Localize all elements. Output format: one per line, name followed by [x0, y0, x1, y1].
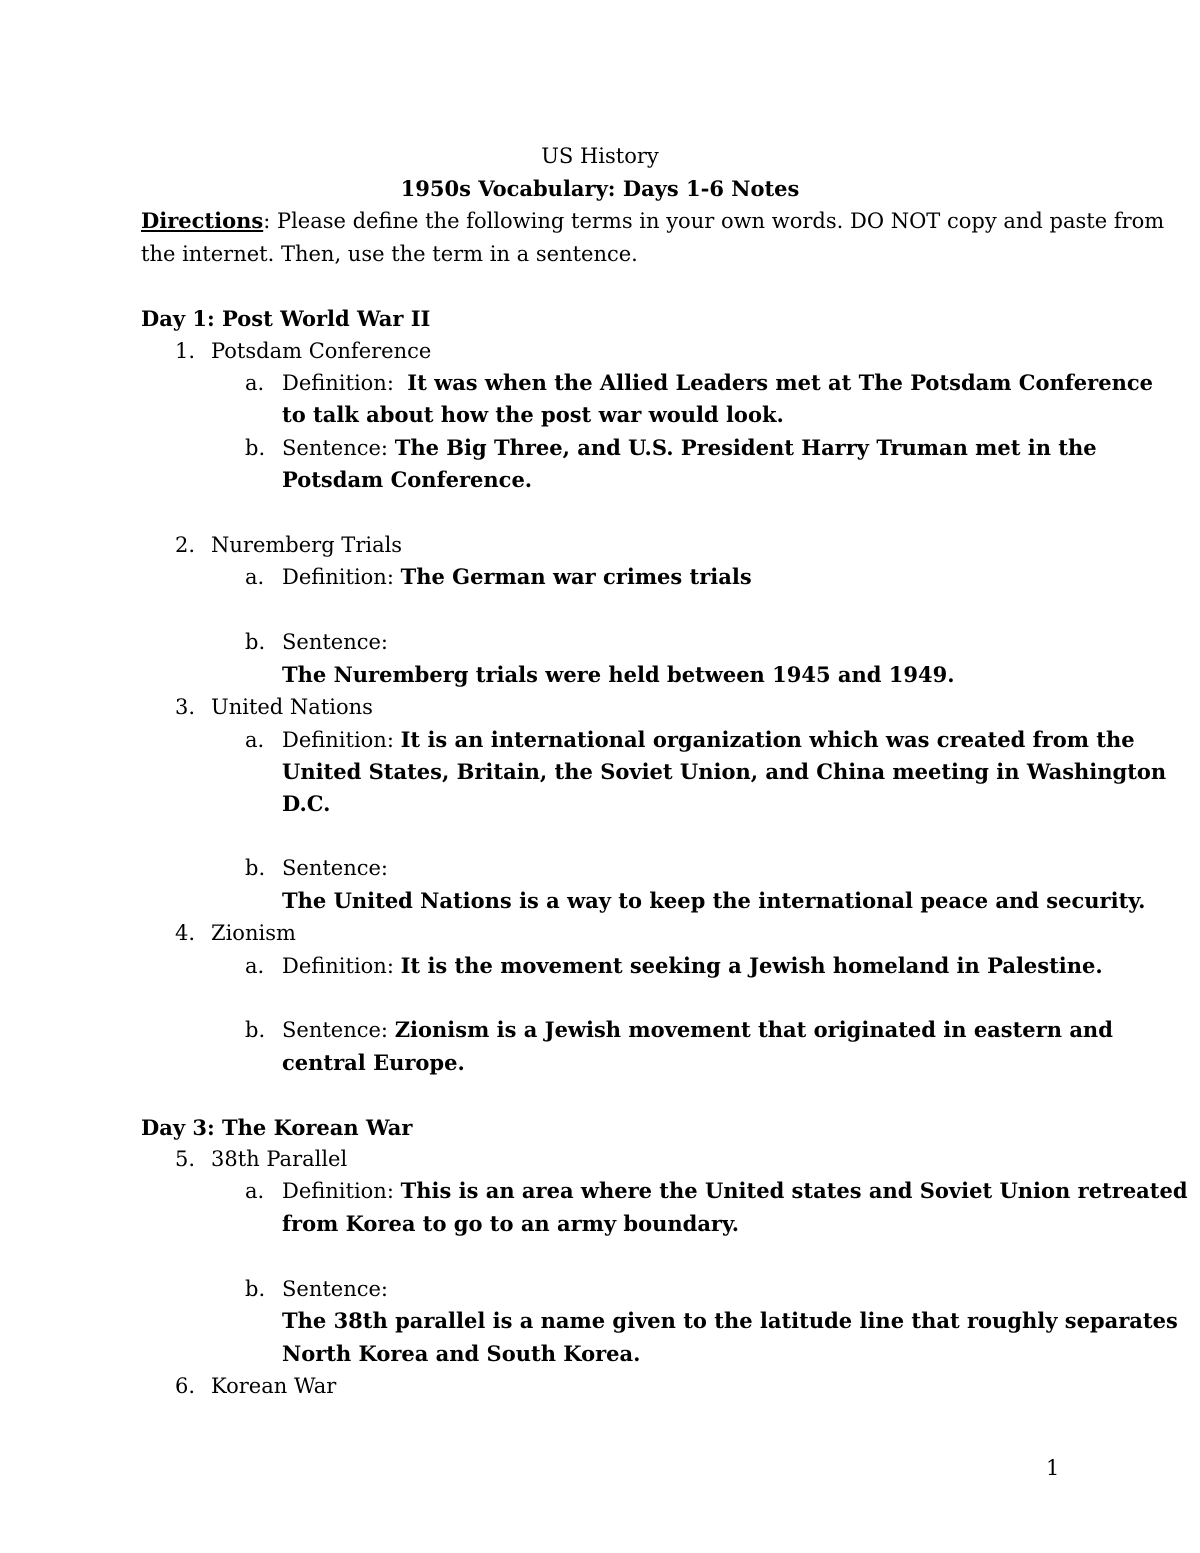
sub-marker: a.: [245, 565, 265, 589]
directions-line-2: the internet. Then, use the term in a sentence.: [141, 242, 638, 266]
section-heading: Day 3: The Korean War: [141, 1115, 413, 1140]
sentence-label: Sentence:: [282, 630, 388, 654]
sub-marker: b.: [245, 436, 266, 460]
sub-marker: b.: [245, 1018, 266, 1042]
definition-text: The German war crimes trials: [400, 564, 752, 589]
course-title: US History: [541, 144, 659, 168]
sentence-text: Zionism is a Jewish movement that originated in eastern and: [394, 1017, 1113, 1042]
sentence-text: The United Nations is a way to keep the international peace and security.: [282, 888, 1146, 913]
term-name: Korean War: [211, 1374, 337, 1398]
directions-text-1: : Please define the following terms in your own words. DO NOT copy and paste from: [263, 209, 1165, 233]
definition-text: It was when the Allied Leaders met at The Potsdam Conference: [407, 370, 1153, 395]
sentence-label: Sentence:: [282, 856, 388, 880]
sentence-label: Sentence:: [282, 1277, 388, 1301]
sentence-line: [282, 1016, 1113, 1044]
definition-label: Definition:: [282, 565, 394, 589]
term-name: 38th Parallel: [211, 1147, 348, 1171]
definition-label: Definition:: [282, 1179, 394, 1203]
sub-marker: a.: [245, 954, 265, 978]
sentence-text: North Korea and South Korea.: [282, 1341, 641, 1366]
page-number: 1: [1046, 1456, 1060, 1480]
term-number: 1.: [175, 339, 196, 363]
term-number: 5.: [175, 1147, 196, 1171]
sub-marker: a.: [245, 728, 265, 752]
definition-label: Definition:: [282, 954, 394, 978]
term-name: Potsdam Conference: [211, 339, 432, 363]
directions-label: Directions: [141, 208, 264, 233]
definition-text: It is the movement seeking a Jewish homeland in Palestine.: [400, 953, 1103, 978]
sub-marker: b.: [245, 1277, 266, 1301]
sentence-text: The Nuremberg trials were held between 1945 and 1949.: [282, 662, 955, 687]
definition-line: [282, 952, 1103, 980]
definition-text: United States, Britain, the Soviet Union, and China meeting in Washington: [282, 759, 1167, 784]
definition-line: [282, 369, 1153, 397]
definition-line: [282, 726, 1135, 754]
definition-text: D.C.: [282, 791, 331, 816]
definition-text: It is an international organization which was created from the: [400, 727, 1135, 752]
term-name: Nuremberg Trials: [211, 533, 403, 557]
document-title: 1950s Vocabulary: Days 1-6 Notes: [400, 176, 800, 201]
term-number: 2.: [175, 533, 196, 557]
sentence-line: [282, 434, 1097, 462]
sentence-label: Sentence:: [282, 1018, 388, 1042]
definition-label: Definition:: [282, 371, 394, 395]
sentence-text: Potsdam Conference.: [282, 467, 533, 492]
directions-line-1: [141, 207, 1164, 235]
sub-marker: b.: [245, 630, 266, 654]
definition-text: to talk about how the post war would look.: [282, 402, 784, 427]
sub-marker: a.: [245, 371, 265, 395]
sentence-text: The 38th parallel is a name given to the latitude line that roughly separates: [282, 1308, 1178, 1333]
definition-line: [282, 1177, 1188, 1205]
definition-text: from Korea to go to an army boundary.: [282, 1211, 740, 1236]
term-number: 4.: [175, 921, 196, 945]
section-heading: Day 1: Post World War II: [141, 306, 431, 331]
term-name: Zionism: [211, 921, 296, 945]
sentence-label: Sentence:: [282, 436, 388, 460]
term-number: 3.: [175, 695, 196, 719]
definition-text: This is an area where the United states and Soviet Union retreated: [400, 1178, 1188, 1203]
definition-line: [282, 563, 752, 591]
definition-label: Definition:: [282, 728, 394, 752]
term-number: 6.: [175, 1374, 196, 1398]
sub-marker: b.: [245, 856, 266, 880]
sub-marker: a.: [245, 1179, 265, 1203]
sentence-text: central Europe.: [282, 1050, 465, 1075]
sentence-text: The Big Three, and U.S. President Harry Truman met in the: [394, 435, 1097, 460]
term-name: United Nations: [211, 695, 373, 719]
